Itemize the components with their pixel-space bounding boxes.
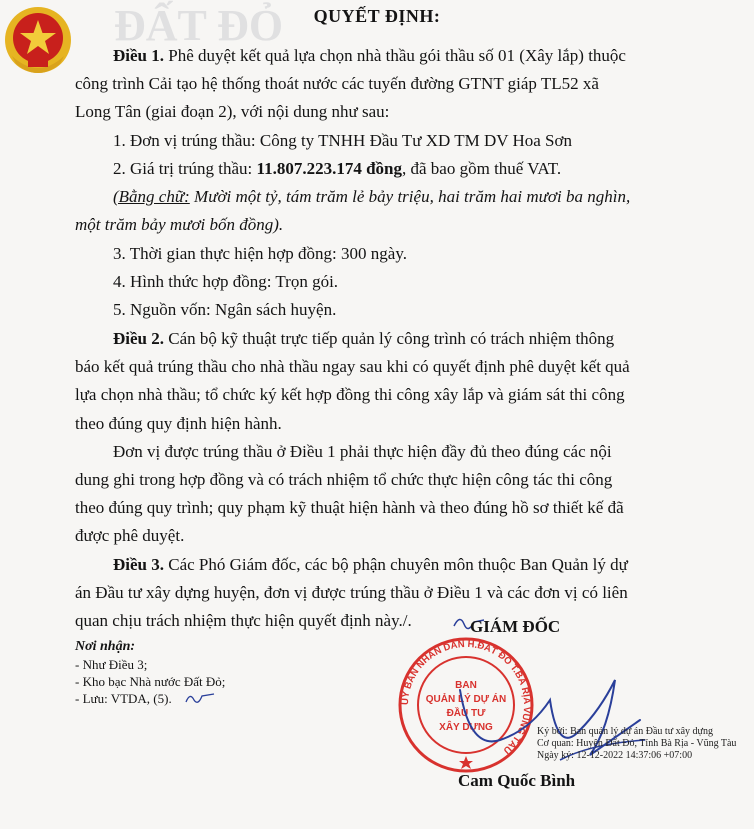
recipient-item: - Như Điều 3; xyxy=(75,657,148,672)
stamp-line: XÂY DỰNG xyxy=(439,722,493,733)
article1-line1 xyxy=(113,42,626,70)
article3-line2: án Đầu tư xây dựng huyện, đơn vị được trúng thầu ở Điều 1 và các đơn vị có liên xyxy=(75,583,628,602)
winning-price-suffix: , đã bao gồm thuế VAT. xyxy=(402,159,562,178)
article2-line4: theo đúng quy định hiện hành. xyxy=(75,414,282,433)
article2-para2-line3: theo đúng quy trình; quy phạm kỹ thuật hiện hành và theo đúng hồ sơ thiết kế đã xyxy=(75,498,624,517)
contract-type: 4. Hình thức hợp đồng: Trọn gói. xyxy=(113,272,339,291)
article3-text-1: Các Phó Giám đốc, các bộ phận chuyên môn thuộc Ban Quản lý dự xyxy=(164,555,628,574)
article2-label: Điều 2. xyxy=(113,329,164,348)
funding-source: 5. Nguồn vốn: Ngân sách huyện. xyxy=(113,300,337,319)
recipient-item: - Kho bạc Nhà nước Đất Đỏ; xyxy=(75,674,226,689)
amount-in-words-line2: một trăm bảy mươi bốn đồng). xyxy=(75,215,284,234)
article3-line3: quan chịu trách nhiệm thực hiện quyết định này./. xyxy=(75,611,412,630)
winning-contractor: 1. Đơn vị trúng thầu: Công ty TNHH Đầu Tư XD TM DV Hoa Sơn xyxy=(113,131,572,150)
document-title: QUYẾT ĐỊNH: xyxy=(313,6,441,26)
article2-line3: lựa chọn nhà thầu; tổ chức ký kết hợp đồng thi công xây lắp và giám sát thi công xyxy=(75,385,625,404)
article3-label: Điều 3. xyxy=(113,555,164,574)
watermark-text: ĐẤT ĐỎ xyxy=(114,1,284,50)
amount-in-words-line1 xyxy=(113,183,630,211)
article2-para2-line2: dung ghi trong hợp đồng và có trách nhiệm tổ chức thực hiện công tác thi công xyxy=(75,470,613,489)
winning-price-line xyxy=(113,155,561,183)
article1-text-1: Phê duyệt kết quả lựa chọn nhà thầu gói thầu số 01 (Xây lắp) thuộc xyxy=(164,46,626,65)
recipients-title: Nơi nhận: xyxy=(75,639,136,654)
article2-line1 xyxy=(113,325,614,353)
article2-para2-line4: được phê duyệt. xyxy=(75,526,185,545)
article2-text-1: Cán bộ kỹ thuật trực tiếp quản lý công trình có trách nhiệm thông xyxy=(164,329,615,348)
article1-line2: công trình Cải tạo hệ thống thoát nước các tuyến đường GTNT giáp TL52 xã xyxy=(75,74,599,93)
article3-line1 xyxy=(113,551,628,579)
stamp-line: ĐẦU TƯ xyxy=(446,708,486,719)
signed-by: Ký bởi: Ban quản lý dự án Đầu tư xây dựng xyxy=(537,726,713,737)
winning-price-value: 11.807.223.174 đồng xyxy=(256,159,403,178)
amount-in-words-text-1: Mười một tỷ, tám trăm lẻ bảy triệu, hai trăm hai mươi ba nghìn, xyxy=(189,187,631,206)
signer-position: GIÁM ĐỐC xyxy=(470,617,561,636)
article2-line2: báo kết quả trúng thầu cho nhà thầu ngay sau khi có quyết định phê duyệt kết quả xyxy=(75,357,630,376)
stamp-line: BAN xyxy=(455,680,477,691)
stamp-ring-text: UY BAN NHÂN DÂN H.ĐẤT ĐỎ T.BÀ RỊA VŨNG TÀU xyxy=(399,638,533,756)
stamp-line: QUẢN LÝ DỰ ÁN xyxy=(425,694,507,705)
winning-price-prefix: 2. Giá trị trúng thầu: xyxy=(113,159,257,178)
article1-label: Điều 1. xyxy=(113,46,164,65)
signer-name: Cam Quốc Bình xyxy=(458,771,576,790)
handwritten-signature xyxy=(440,660,660,780)
signing-agency: Cơ quan: Huyện Đất Đỏ, Tỉnh Bà Rịa - Vũng Tàu xyxy=(537,738,737,749)
signing-date: Ngày ký: 12-12-2022 14:37:06 +07:00 xyxy=(537,750,693,761)
article2-para2-line1: Đơn vị được trúng thầu ở Điều 1 phải thực hiện đầy đủ theo đúng các nội xyxy=(113,442,612,461)
article1-line3: Long Tân (giai đoạn 2), với nội dung như sau: xyxy=(75,102,390,121)
contract-duration: 3. Thời gian thực hiện hợp đồng: 300 ngày. xyxy=(113,244,407,263)
recipient-item: - Lưu: VTDA, (5). xyxy=(75,691,172,706)
digital-signature-info xyxy=(537,726,747,762)
amount-in-words-label: (Bằng chữ: xyxy=(113,187,190,206)
initial-mark-icon xyxy=(184,690,218,708)
